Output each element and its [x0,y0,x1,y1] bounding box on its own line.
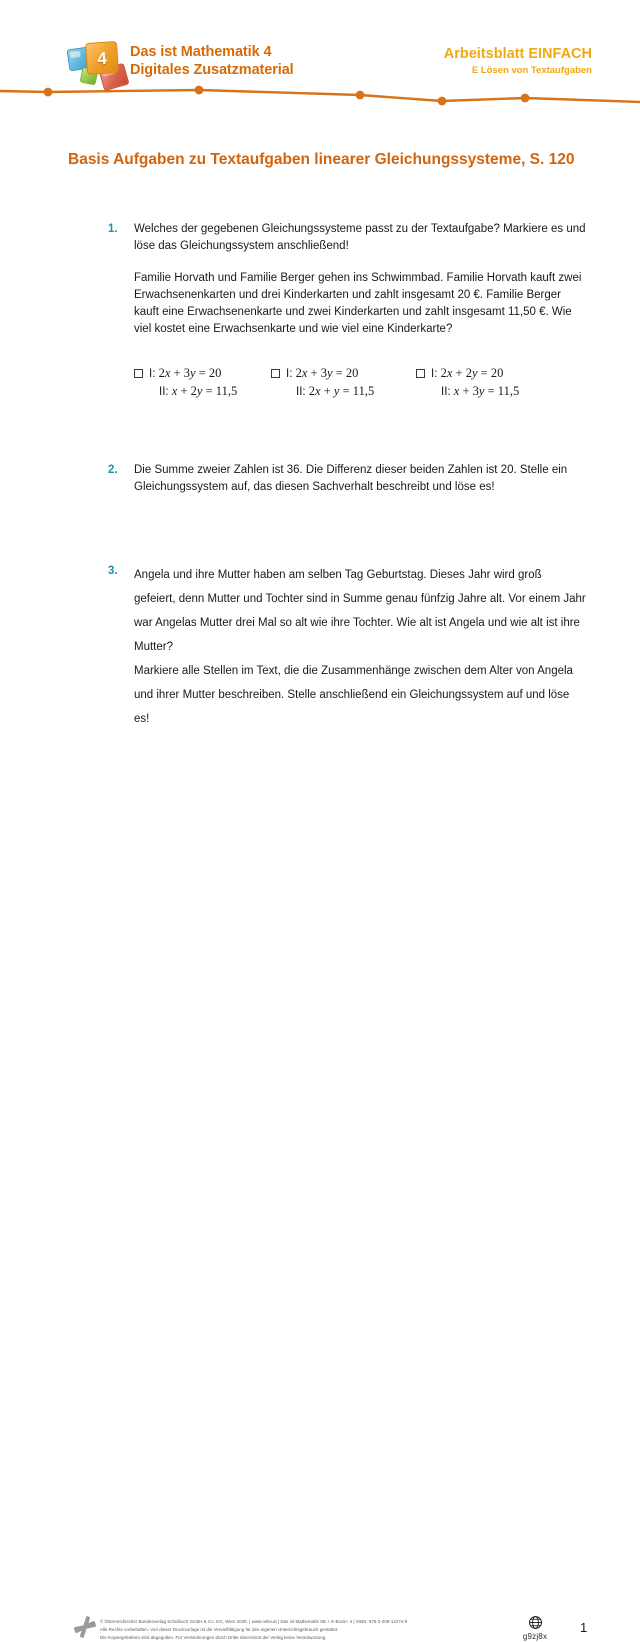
option-1-label-2: II: [159,386,169,398]
online-code: g9zj8x [522,1632,548,1641]
o2e2x: x [315,384,321,398]
task-3-number: 3. [108,565,118,577]
o1e2x: x [171,384,178,398]
option-2-label-1: I: [286,368,293,380]
footer-legal-text [100,1618,480,1642]
o1e1b: + 3 [170,366,190,380]
globe-icon [528,1615,543,1630]
publisher-asterisk-icon [72,1614,98,1640]
option-1-label-1: I: [149,368,156,380]
page-header [0,0,640,110]
o3e2c: = 11,5 [484,384,520,398]
brand-title: Das ist Mathematik 4 [130,44,272,60]
o1e2b: + 2 [177,384,197,398]
option-1[interactable] [134,365,271,401]
task-1-number: 1. [108,223,118,235]
o2e1b: + 3 [307,366,327,380]
task-2-body [134,462,586,496]
o1e1x: x [164,366,171,380]
o1e2c: = 11,5 [202,384,238,398]
o3e1y: y [471,366,478,380]
task-2 [108,462,586,496]
o3e2x: x [453,384,460,398]
page-title: Basis Aufgaben zu Textaufgaben linearer Gleichungssysteme, S. 120 [68,151,575,168]
option-3-equations [431,365,519,401]
footer-line-2: Alle Rechte vorbehalten. Von dieser Druckvorlage ist die Vervielfältigung für den eigenen Unterrichtsgebrauch gestattet. [100,1627,339,1632]
o3e2b: + 3 [459,384,479,398]
task-1-body [134,221,586,338]
o1e1c: = 20 [195,366,222,380]
brand-subtitle: Digitales Zusatzmaterial [130,62,294,78]
mathematik-logo [68,40,126,88]
o2e1y: y [326,366,333,380]
task-3-body [134,563,586,731]
task-3 [108,563,586,731]
option-1-checkbox[interactable] [134,369,143,378]
option-1-equations [149,365,237,401]
task-2-instruction: Die Summe zweier Zahlen ist 36. Die Differenz dieser beiden Zahlen ist 20. Stelle ein Gleichungssystem auf, das diesen Sachverhalt beschreibt und löse es! [134,464,568,493]
option-2[interactable] [271,365,416,401]
orange-cube-icon [85,41,119,75]
o2e2y: y [333,384,340,398]
logo-number: 4 [96,48,108,68]
option-3-label-2: II: [441,386,451,398]
option-2-label-2: II: [296,386,306,398]
o2e2a: 2 [308,384,316,398]
o2e2c: = 11,5 [339,384,375,398]
o2e1a: 2 [295,366,302,380]
task-3-instruction: Angela und ihre Mutter haben am selben Tag Geburtstag. Dieses Jahr wird groß gefeiert, denn Mutter und Tochter sind in Summe genau fünfzig Jahre alt. Vor einem Jahr war Angelas Mutter drei Mal so alt wie ihre Tochter. Wie alt ist Angela und wie alt ist ihre Mutter? [134,569,586,653]
task-1 [108,221,586,338]
equation-options [134,365,586,401]
sheet-title: Arbeitsblatt EINFACH [443,46,592,62]
option-2-equations [286,365,374,401]
o2e1c: = 20 [332,366,359,380]
online-code-block [505,1615,565,1641]
footer-line-3: Die Kopiergebühren sind abgegolten. Für Veränderungen durch Dritte übernimmt der Verlag keine Verantwortung. [100,1635,327,1640]
task-1-instruction: Welches der gegebenen Gleichungssysteme passt zu der Textaufgabe? Markiere es und löse das Gleichungssystem anschließend! [134,223,586,252]
option-2-checkbox[interactable] [271,369,280,378]
option-3[interactable] [416,365,519,401]
task-1-story: Familie Horvath und Familie Berger gehen ins Schwimmbad. Familie Horvath kauft zwei Erwachsenenkarten und drei Kinderkarten und zahlt insgesamt 20 €. Familie Berger kauft eine Erwachsenenkarte und zwei Kinderkarten und zahlt insgesamt 11,50 €. Wie viel kostet eine Erwachsenkarte und wie viel eine Kinderkarte? [134,272,582,335]
o1e1a: 2 [158,366,165,380]
o3e1c: = 20 [477,366,504,380]
o1e1y: y [189,366,196,380]
sheet-subtitle: E Lösen von Textaufgaben [471,65,592,76]
o3e1x: x [446,366,453,380]
page-number: 1 [580,1620,588,1635]
decorative-zigzag-line [0,82,640,110]
task-2-number: 2. [108,464,118,476]
page-footer [0,800,640,1641]
footer-line-1: © Österreichischer Bundesverlag Schulbuch GmbH & Co. KG, Wien 2025. | www.oebv.at | Das ist Mathematik SB + E-Book+ 4 | ISBN: 978-3-209-12274-9 [100,1619,408,1624]
o1e2y: y [196,384,203,398]
option-3-label-1: I: [431,368,438,380]
o2e1x: x [301,366,308,380]
o3e1b: + 2 [452,366,472,380]
task-3-instruction-2: Markiere alle Stellen im Text, die die Zusammenhänge zwischen dem Alter von Angela und ihrer Mutter beschreiben. Stelle anschließend ein Gleichungssystem auf und löse es! [134,665,573,725]
o2e2b: + [320,384,334,398]
o3e2y: y [478,384,485,398]
option-3-checkbox[interactable] [416,369,425,378]
o3e1a: 2 [440,366,447,380]
